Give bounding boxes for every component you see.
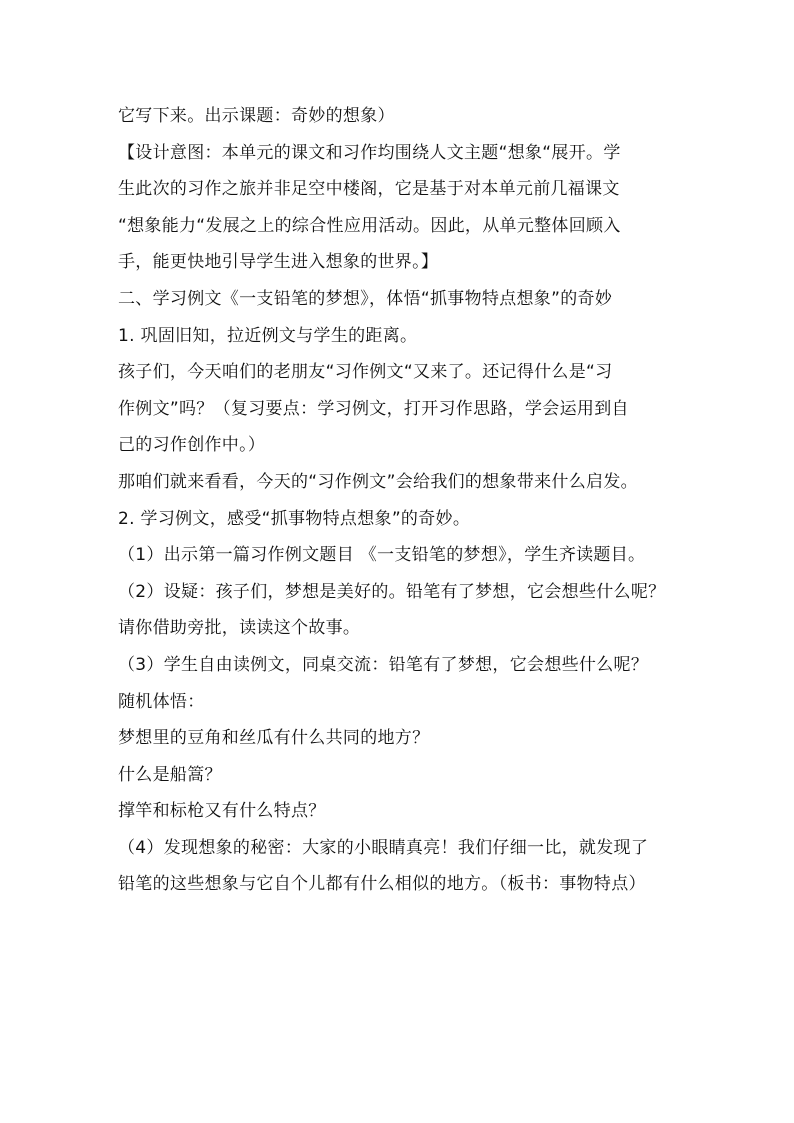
text-line-11: 那咱们就来看看，今天的“习作例文”会给我们的想象带来什么启发。: [118, 471, 638, 492]
text-line-12: 2. 学习例文，感受“抓事物特点想象”的奇妙。: [118, 508, 471, 529]
text-line-4: “想象能力“发展之上的综合性应用活动。因此，从单元整体回顾入: [118, 215, 621, 236]
text-line-1: 它写下来。出示课题：奇妙的想象）: [118, 106, 395, 126]
text-line-10: 己的习作创作中。）: [118, 435, 266, 456]
text-line-19: 什么是船篙？: [118, 764, 222, 785]
text-line-7: 1. 巩固旧知，拉近例文与学生的距离。: [118, 325, 418, 346]
text-line-5: 手，能更快地引导学生进入想象的世界。】: [118, 252, 439, 273]
text-line-2: 【设计意图：本单元的课文和习作均围绕人文主题“想象“展开。学: [118, 142, 621, 163]
text-line-9: 作例文”吗？（复习要点：学习例文，打开习作思路，学会运用到自: [118, 398, 629, 419]
text-line-8: 孩子们，今天咱们的老朋友“习作例文“又来了。还记得什么是“习: [118, 362, 613, 383]
text-line-14: （2）设疑：孩子们，梦想是美好的。铅笔有了梦想，它会想些什么呢？: [118, 581, 666, 602]
text-line-15: 请你借助旁批，读读这个故事。: [118, 618, 361, 639]
text-line-21: （4）发现想象的秘密：大家的小眼睛真亮！我们仔细一比，就发现了: [118, 837, 649, 858]
text-line-20: 撑竿和标枪又有什么特点？: [118, 801, 326, 822]
text-line-18: 梦想里的豆角和丝瓜有什么共同的地方？: [118, 728, 430, 749]
text-line-16: （3）学生自由读例文，同桌交流：铅笔有了梦想，它会想些什么呢？: [118, 654, 649, 675]
text-line-17: 随机体悟：: [118, 691, 205, 712]
section-heading: 二、学习例文《一支铅笔的梦想》，体悟“抓事物特点想象”的奇妙: [118, 288, 613, 309]
text-line-13: （1）出示第一篇习作例文题目 《一支铅笔的梦想》，学生齐读题目。: [118, 545, 646, 566]
text-line-22: 铅笔的这些想象与它自个儿都有什么相似的地方。（板书：事物特点）: [118, 874, 646, 895]
text-line-3: 生此次的习作之旅并非足空中楼阁，它是基于对本单元前几福课文: [118, 179, 620, 200]
document-page: [118, 98, 698, 903]
